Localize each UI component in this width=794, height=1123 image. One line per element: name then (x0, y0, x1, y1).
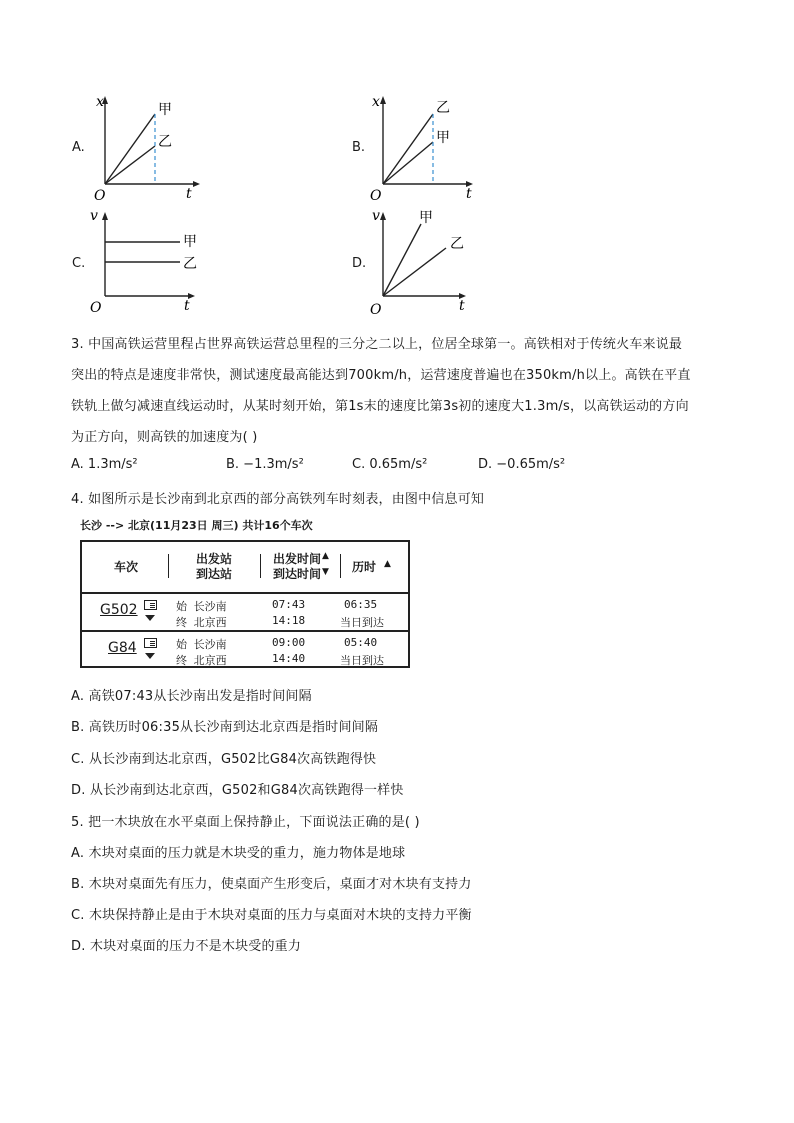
train-number[interactable]: G84 (108, 640, 137, 656)
graph-a-y-label: x (96, 94, 104, 110)
graph-c-y-label: v (90, 208, 98, 224)
to-station: 北京西 (193, 654, 227, 667)
to-station: 北京西 (193, 616, 227, 629)
arrival-note: 当日到达 (340, 654, 384, 667)
q3-option-a[interactable]: A. 1.3m/s² (71, 457, 138, 472)
arrival-note: 当日到达 (340, 616, 384, 629)
timetable (80, 540, 410, 668)
arrival-time: 14:18 (272, 614, 306, 627)
arrival-time: 14:40 (272, 652, 306, 665)
header-time-2[interactable]: 到达时间 (272, 567, 321, 581)
graph-b-origin: O (370, 188, 382, 204)
graph-b-line-2-label: 甲 (436, 130, 450, 146)
graph-d-line-1-label: 甲 (419, 210, 433, 226)
q5-option-c[interactable]: C. 木块保持静止是由于木块对桌面的压力与桌面对木块的支持力平衡 (71, 908, 472, 923)
graph-a-line-1-label: 甲 (158, 102, 172, 118)
q4-option-c[interactable]: C. 从长沙南到达北京西，G502比G84次高铁跑得快 (71, 752, 377, 767)
sort-down-icon[interactable]: ▼ (322, 567, 329, 577)
q3-stem-line-2: 突出的特点是速度非常快，测试速度最高能达到700km/h，运营速度普遍也在350km/h以上。高铁在平直 (71, 368, 691, 383)
graph-d-letter: D. (352, 256, 367, 271)
graph-c-line-2-label: 乙 (183, 256, 197, 272)
q3-stem-line-3: 铁轨上做匀减速直线运动时，从某时刻开始，第1s末的速度比第3s初的速度大1.3m/s，以高铁运动的方向 (71, 399, 689, 414)
header-station-1: 出发站 (195, 552, 232, 566)
header-train: 车次 (113, 560, 138, 574)
graph-a (88, 92, 208, 202)
graph-d-y-label: v (372, 208, 380, 224)
graph-d-x-label: t (459, 298, 465, 314)
sort-up-icon[interactable]: ▲ (322, 551, 329, 561)
ticket-icon[interactable] (144, 638, 157, 648)
header-duration[interactable]: 历时 (351, 560, 376, 574)
ticket-icon[interactable] (144, 600, 157, 610)
duration: 06:35 (344, 598, 378, 611)
graph-a-x-label: t (186, 186, 192, 202)
graph-b (366, 92, 486, 202)
duration: 05:40 (344, 636, 378, 649)
q4-option-d[interactable]: D. 从长沙南到达北京西，G502和G84次高铁跑得一样快 (71, 783, 404, 798)
graph-a-origin: O (94, 188, 106, 204)
q3-stem-line-4: 为正方向，则高铁的加速度为( ) (71, 430, 258, 445)
q3-stem-line-1: 3. 中国高铁运营里程占世界高铁运营总里程的三分之二以上，位居全球第一。高铁相对于传统火车来说最 (71, 337, 683, 352)
from-tag: 始 (176, 638, 187, 651)
header-time-1[interactable]: 出发时间 (272, 552, 321, 566)
timetable-caption: 长沙 --> 北京(11月23日 周三) 共计16个车次 (80, 519, 313, 532)
graph-c-x-label: t (184, 298, 190, 314)
departure-time: 09:00 (272, 636, 306, 649)
graph-d-line-2 (383, 248, 446, 296)
q5-option-d[interactable]: D. 木块对桌面的压力不是木块受的重力 (71, 939, 302, 954)
q4-option-a[interactable]: A. 高铁07:43从长沙南出发是指时间间隔 (71, 689, 312, 704)
graph-a-line-2 (105, 146, 155, 184)
timetable-header (82, 542, 408, 594)
graph-c-letter: C. (72, 256, 86, 271)
graph-b-letter: B. (352, 140, 366, 155)
table-row[interactable] (82, 630, 408, 668)
graph-a-line-2-label: 乙 (158, 134, 172, 150)
graph-a-line-1 (105, 114, 155, 184)
departure-time: 07:43 (272, 598, 306, 611)
q5-option-b[interactable]: B. 木块对桌面先有压力，使桌面产生形变后，桌面才对木块有支持力 (71, 877, 472, 892)
to-tag: 终 (176, 654, 187, 667)
expand-icon[interactable] (145, 653, 155, 659)
graph-b-x-label: t (466, 186, 472, 202)
train-number[interactable]: G502 (100, 602, 138, 618)
duration-sort-icon[interactable]: ▲ (384, 559, 391, 569)
graph-c (88, 206, 208, 316)
q4-option-b[interactable]: B. 高铁历时06:35从长沙南到达北京西是指时间间隔 (71, 720, 379, 735)
graph-a-letter: A. (72, 140, 85, 155)
header-station-2: 到达站 (195, 567, 232, 581)
graph-d-line-2-label: 乙 (450, 236, 464, 252)
from-station: 长沙南 (193, 638, 227, 651)
graph-b-line-1-label: 乙 (436, 100, 450, 116)
graph-c-origin: O (90, 300, 102, 316)
from-tag: 始 (176, 600, 187, 613)
graph-d-line-1 (383, 224, 421, 296)
q4-stem: 4. 如图所示是长沙南到北京西的部分高铁列车时刻表，由图中信息可知 (71, 492, 485, 507)
q5-option-a[interactable]: A. 木块对桌面的压力就是木块受的重力，施力物体是地球 (71, 846, 406, 861)
q3-option-d[interactable]: D. −0.65m/s² (478, 457, 566, 472)
graph-d-origin: O (370, 302, 382, 318)
graph-d (366, 206, 486, 316)
from-station: 长沙南 (193, 600, 227, 613)
q3-option-b[interactable]: B. −1.3m/s² (226, 457, 304, 472)
graph-b-y-label: x (372, 94, 380, 110)
table-row[interactable] (82, 592, 408, 630)
to-tag: 终 (176, 616, 187, 629)
q5-stem: 5. 把一木块放在水平桌面上保持静止，下面说法正确的是( ) (71, 815, 420, 830)
expand-icon[interactable] (145, 615, 155, 621)
graph-c-line-1-label: 甲 (183, 234, 197, 250)
q3-option-c[interactable]: C. 0.65m/s² (352, 457, 428, 472)
